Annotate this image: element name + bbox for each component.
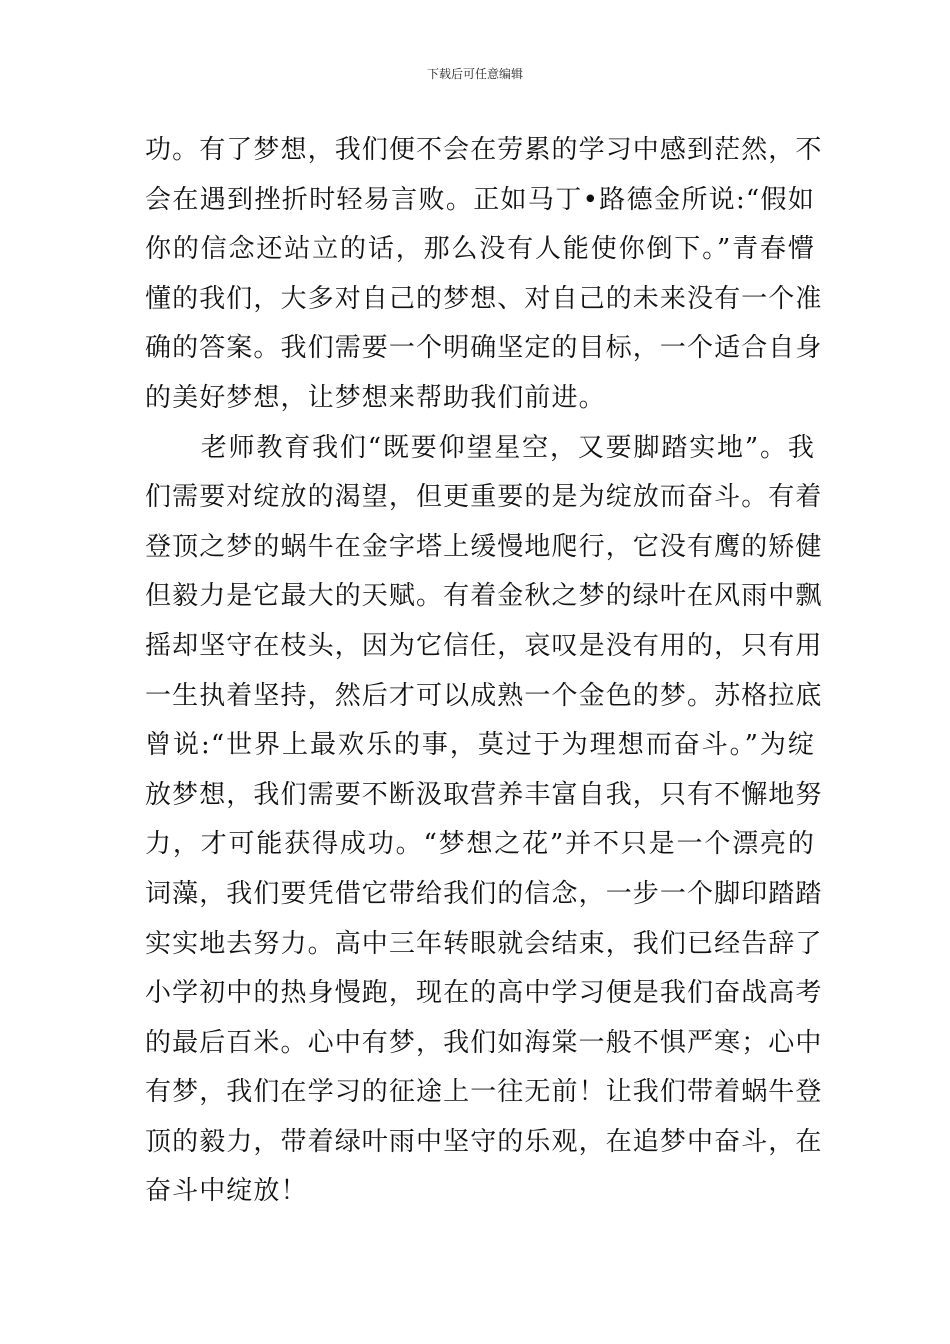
text-line: 确的答案。我们需要一个明确坚定的目标，一个适合自身 (145, 333, 823, 364)
text-line: 曾说:“世界上最欢乐的事，莫过于为理想而奋斗。”为绽 (145, 730, 815, 761)
text-line: 你的信念还站立的话，那么没有人能使你倒下。”青春懵 (145, 234, 815, 265)
text-line: 摇却坚守在枝头，因为它信任，哀叹是没有用的，只有用 (145, 630, 823, 661)
paragraph-end-line: 奋斗中绽放！ (145, 1176, 308, 1207)
page-header-note: 下载后可任意编辑 (426, 67, 523, 81)
text-line: 懂的我们，大多对自己的梦想、对自己的未来没有一个准 (145, 283, 823, 314)
text-line: 有梦，我们在学习的征途上一往无前！让我们带着蜗牛登 (145, 1077, 823, 1108)
text-line: 一生执着坚持，然后才可以成熟一个金色的梦。苏格拉底 (145, 680, 823, 711)
text-line: 词藻，我们要凭借它带给我们的信念，一步一个脚印踏踏 (145, 878, 823, 909)
text-line: 的最后百米。心中有梦，我们如海棠一般不惧严寒；心中 (145, 1027, 823, 1058)
text-line: 登顶之梦的蜗牛在金字塔上缓慢地爬行，它没有鹰的矫健 (145, 531, 823, 562)
text-line: 功。有了梦想，我们便不会在劳累的学习中感到茫然，不 (145, 135, 823, 165)
text-line: 会在遇到挫折时轻易言败。正如马丁•路德金所说:“假如 (145, 184, 815, 215)
text-line: 但毅力是它最大的天赋。有着金秋之梦的绿叶在风雨中飘 (145, 581, 823, 612)
text-line: 力，才可能获得成功。“梦想之花”并不只是一个漂亮的 (145, 829, 815, 860)
text-line: 顶的毅力，带着绿叶雨中坚守的乐观，在追梦中奋斗，在 (145, 1126, 823, 1157)
text-line: 实实地去努力。高中三年转眼就会结束，我们已经告辞了 (145, 928, 823, 959)
paragraph-end-line: 的美好梦想，让梦想来帮助我们前进。 (145, 382, 606, 413)
text-line: 小学初中的热身慢跑，现在的高中学习便是我们奋战高考 (145, 978, 823, 1009)
text-line: 放梦想，我们需要不断汲取营养丰富自我，只有不懈地努 (145, 779, 823, 810)
text-line: 们需要对绽放的渴望，但更重要的是为绽放而奋斗。有着 (145, 482, 823, 513)
essay-body (145, 130, 823, 1221)
paragraph-start-line: 老师教育我们“既要仰望星空，又要脚踏实地”。我 (145, 432, 815, 463)
